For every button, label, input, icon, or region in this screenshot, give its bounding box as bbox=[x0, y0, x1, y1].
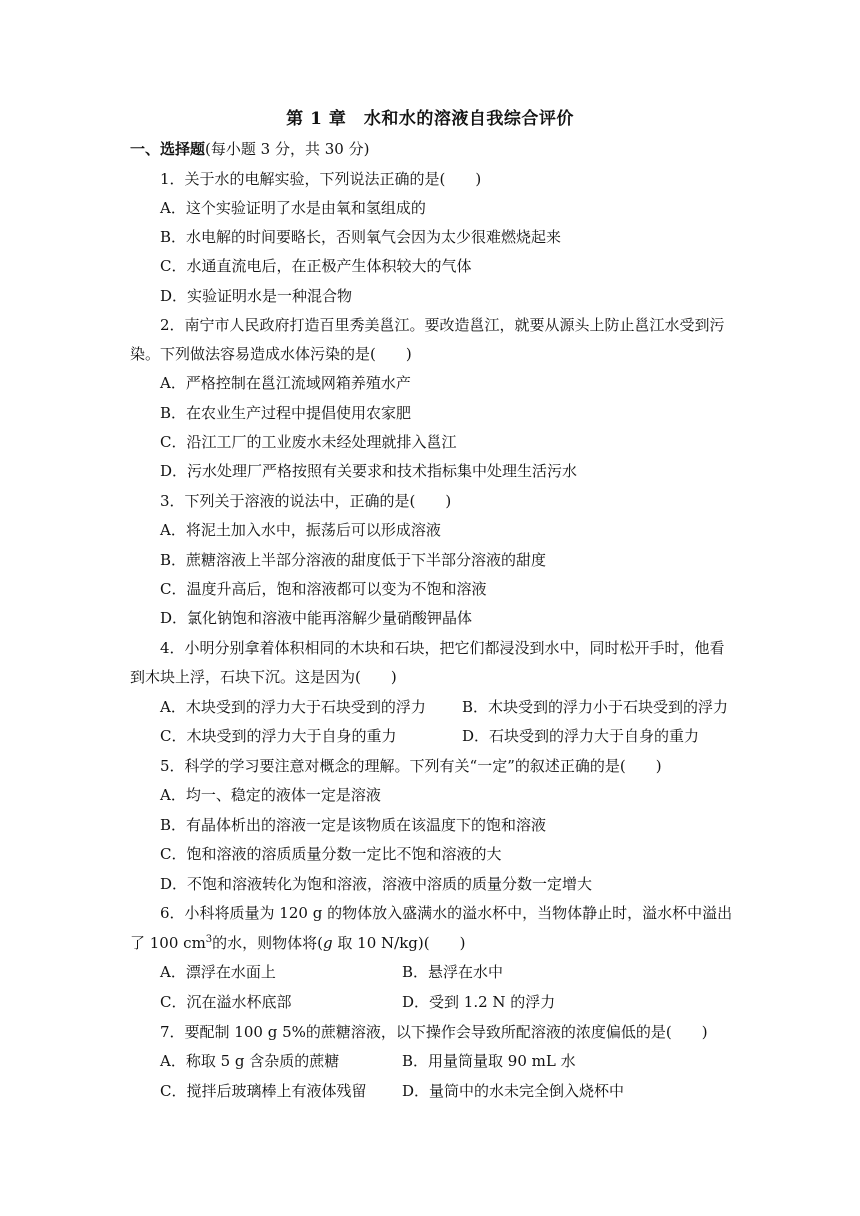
section-heading-label: 一、选择题 bbox=[130, 140, 206, 158]
q1-option-a: A．这个实验证明了水是由氧和氢组成的 bbox=[160, 199, 426, 217]
q5-option-b: B．有晶体析出的溶液一定是该物质在该温度下的饱和溶液 bbox=[160, 816, 547, 834]
q7-option-c: C．搅拌后玻璃棒上有液体残留 bbox=[160, 1082, 367, 1100]
q2-stem-line1: 2．南宁市人民政府打造百里秀美邕江。要改造邕江，就要从源头上防止邕江水受到污 bbox=[160, 316, 725, 334]
q1-option-b: B．水电解的时间要略长，否则氧气会因为太少很难燃烧起来 bbox=[160, 228, 562, 246]
q2-option-b: B．在农业生产过程中提倡使用农家肥 bbox=[160, 404, 412, 422]
q5-option-c: C．饱和溶液的溶质质量分数一定比不饱和溶液的大 bbox=[160, 845, 502, 863]
q7-option-d: D．量筒中的水未完全倒入烧杯中 bbox=[402, 1082, 625, 1100]
q6-option-c: C．沉在溢水杯底部 bbox=[160, 993, 292, 1011]
q4-stem-line1: 4．小明分别拿着体积相同的木块和石块，把它们都浸没到水中，同时松开手时，他看 bbox=[160, 639, 725, 657]
q6-option-a: A．漂浮在水面上 bbox=[160, 963, 276, 981]
q3-option-d: D．氯化钠饱和溶液中能再溶解少量硝酸钾晶体 bbox=[160, 609, 473, 627]
q4-option-a: A．木块受到的浮力大于石块受到的浮力 bbox=[160, 698, 426, 716]
q6-stem-line2 bbox=[130, 933, 465, 953]
q6-superscript: 3 bbox=[205, 934, 213, 945]
q6-stem-part1: 了 100 cm bbox=[130, 934, 206, 952]
q6-stem-part2: 的水，则物体将( bbox=[212, 934, 324, 952]
q4-option-b: B．木块受到的浮力小于石块受到的浮力 bbox=[462, 698, 729, 716]
q3-option-a: A．将泥土加入水中，振荡后可以形成溶液 bbox=[160, 521, 441, 539]
q2-option-c: C．沿江工厂的工业废水未经处理就排入邕江 bbox=[160, 433, 457, 451]
q4-stem-line2: 到木块上浮，石块下沉。这是因为( ) bbox=[130, 668, 397, 686]
q5-option-a: A．均一、稳定的液体一定是溶液 bbox=[160, 786, 381, 804]
section-heading-note: (每小题 3 分，共 30 分) bbox=[205, 140, 370, 158]
q3-option-c: C．温度升高后，饱和溶液都可以变为不饱和溶液 bbox=[160, 580, 487, 598]
q2-option-d: D．污水处理厂严格按照有关要求和技术指标集中处理生活污水 bbox=[160, 462, 578, 480]
q1-option-c: C．水通直流电后，在正极产生体积较大的气体 bbox=[160, 257, 472, 275]
q7-option-b: B．用量筒量取 90 mL 水 bbox=[402, 1052, 576, 1070]
page-title: 第 1 章 水和水的溶液自我综合评价 bbox=[286, 109, 574, 129]
q2-stem-line2: 染。下列做法容易造成水体污染的是( ) bbox=[130, 345, 412, 363]
q6-stem-part3: 取 10 N/kg)( ) bbox=[332, 934, 466, 952]
q6-option-d: D．受到 1.2 N 的浮力 bbox=[402, 993, 556, 1011]
q5-stem: 5．科学的学习要注意对概念的理解。下列有关“一定”的叙述正确的是( ) bbox=[160, 757, 662, 775]
q1-stem: 1．关于水的电解实验，下列说法正确的是( ) bbox=[160, 170, 482, 188]
q4-option-d: D．石块受到的浮力大于自身的重力 bbox=[462, 727, 700, 745]
q3-option-b: B．蔗糖溶液上半部分溶液的甜度低于下半部分溶液的甜度 bbox=[160, 551, 547, 569]
q1-option-d: D．实验证明水是一种混合物 bbox=[160, 287, 353, 305]
q6-stem-line1: 6．小科将质量为 120 g 的物体放入盛满水的溢水杯中，当物体静止时，溢水杯中溢出 bbox=[160, 904, 733, 922]
section-heading bbox=[130, 139, 369, 159]
q4-option-c: C．木块受到的浮力大于自身的重力 bbox=[160, 727, 397, 745]
q6-option-b: B．悬浮在水中 bbox=[402, 963, 504, 981]
q5-option-d: D．不饱和溶液转化为饱和溶液，溶液中溶质的质量分数一定增大 bbox=[160, 875, 593, 893]
q7-option-a: A．称取 5 g 含杂质的蔗糖 bbox=[160, 1052, 340, 1070]
q2-option-a: A．严格控制在邕江流域网箱养殖水产 bbox=[160, 374, 411, 392]
q6-variable-g: g bbox=[323, 934, 333, 952]
q7-stem: 7．要配制 100 g 5%的蔗糖溶液，以下操作会导致所配溶液的浓度偏低的是( ) bbox=[160, 1023, 708, 1041]
q3-stem: 3．下列关于溶液的说法中，正确的是( ) bbox=[160, 492, 452, 510]
